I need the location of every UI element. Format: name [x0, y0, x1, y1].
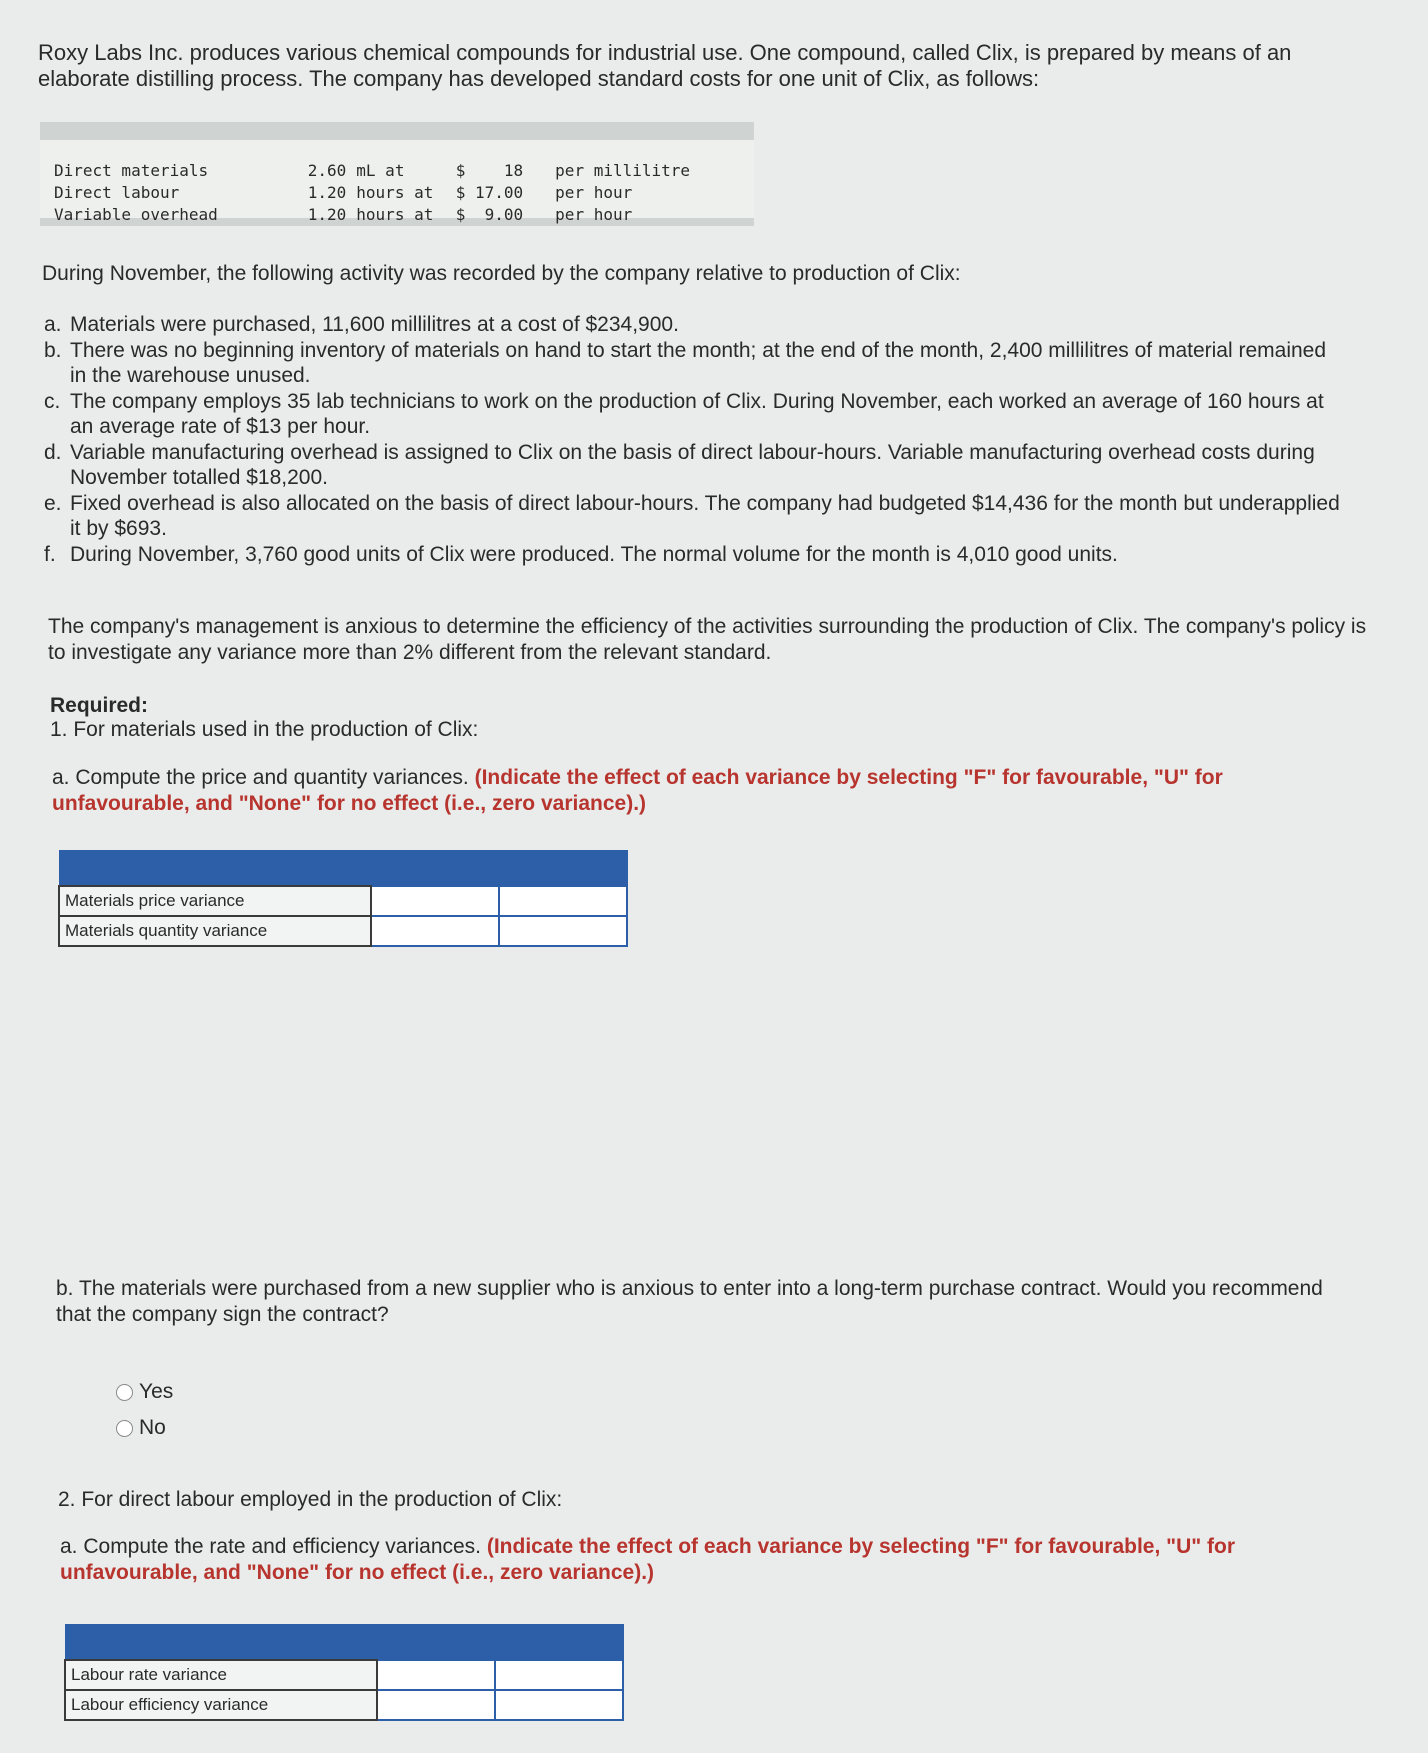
- standard-item: Variable overhead: [54, 205, 218, 224]
- list-item: b. There was no beginning inventory of materials on hand to start the month; at the end of the month, 2,400 millilitres of material remained in the warehouse unused.: [44, 338, 1327, 387]
- materials-variance-table: [58, 850, 628, 947]
- standard-price: $ 9.00: [455, 205, 524, 224]
- standard-per: per hour: [555, 183, 633, 202]
- standard-row-materials: [54, 160, 754, 182]
- standard-item: Direct materials: [54, 161, 209, 180]
- question-1a-text: a. Compute the price and quantity variances. (Indicate the effect of each variance by selecting "F" for favourable, "U" for unfavourable, and "None" for no effect (i.e., zero variance).): [52, 766, 1223, 815]
- radio-circle-icon[interactable]: [116, 1384, 133, 1401]
- table-header: [65, 1625, 623, 1661]
- question-1-title: 1. For materials used in the production of Clix:: [50, 718, 479, 741]
- labour-variance-table: [64, 1624, 624, 1721]
- amount-input[interactable]: [377, 1690, 495, 1720]
- table-row: [59, 916, 627, 946]
- standard-price: $ 18: [455, 161, 524, 180]
- instruction-text: (Indicate the effect of each variance by selecting "F" for favourable, "U" for unfavourable, and "None" for no effect (i.e., zero variance).): [60, 1535, 1236, 1584]
- standard-unit: mL at: [356, 161, 405, 180]
- table-header: [59, 851, 627, 887]
- row-label: Labour rate variance: [65, 1660, 377, 1690]
- standard-qty: 1.20: [307, 183, 347, 202]
- question-1b-text: b. The materials were purchased from a new supplier who is anxious to enter into a long-term purchase contract. Would you recommend that the company sign the contract?: [56, 1277, 1323, 1326]
- instruction-text: (Indicate the effect of each variance by selecting "F" for favourable, "U" for unfavourable, and "None" for no effect (i.e., zero variance).): [52, 766, 1223, 815]
- activity-list: [44, 312, 1344, 567]
- list-item: e. Fixed overhead is also allocated on the basis of direct labour-hours. The company had budgeted $14,436 for the month but underapplied it by $693.: [44, 491, 1340, 540]
- table-row: [65, 1660, 623, 1690]
- standard-qty: 2.60: [307, 161, 347, 180]
- row-label: Labour efficiency variance: [65, 1690, 377, 1720]
- radio-label: Yes: [139, 1380, 174, 1403]
- table-row: [65, 1690, 623, 1720]
- standard-per: per hour: [555, 205, 633, 224]
- management-paragraph: The company's management is anxious to determine the efficiency of the activities surrounding the production of Clix. The company's policy is to investigate any variance more than 2% different from the relevant standard.: [48, 615, 1367, 664]
- standard-per: per millilitre: [555, 161, 691, 180]
- list-item: a. Materials were purchased, 11,600 millilitres at a cost of $234,900.: [44, 313, 679, 336]
- intro-paragraph: Roxy Labs Inc. produces various chemical compounds for industrial use. One compound, called Clix, is prepared by means of an elaborate distilling process. The company has developed standard costs for one unit of Clix, as follows:: [38, 40, 1292, 91]
- row-label: Materials quantity variance: [59, 916, 371, 946]
- radio-label: No: [139, 1416, 166, 1439]
- standard-costs-table: [40, 122, 754, 226]
- radio-no[interactable]: [116, 1416, 166, 1440]
- amount-input[interactable]: [371, 886, 499, 916]
- question-2a-text: a. Compute the rate and efficiency variances. (Indicate the effect of each variance by selecting "F" for favourable, "U" for unfavourable, and "None" for no effect (i.e., zero variance).): [60, 1535, 1236, 1584]
- amount-input[interactable]: [371, 916, 499, 946]
- standard-row-overhead: [54, 204, 754, 226]
- amount-input[interactable]: [377, 1660, 495, 1690]
- standard-row-labour: [54, 182, 754, 204]
- required-label: Required:: [50, 694, 149, 717]
- effect-select[interactable]: [499, 886, 627, 916]
- standard-price: $ 17.00: [455, 183, 524, 202]
- table-row: [59, 886, 627, 916]
- effect-select[interactable]: [495, 1660, 623, 1690]
- list-item: d. Variable manufacturing overhead is assigned to Clix on the basis of direct labour-hours. Variable manufacturing overhead costs during November totalled $18,200.: [44, 440, 1315, 489]
- effect-select[interactable]: [499, 916, 627, 946]
- list-item: f. During November, 3,760 good units of Clix were produced. The normal volume for the month is 4,010 good units.: [44, 542, 1118, 566]
- standard-qty: 1.20: [307, 205, 347, 224]
- radio-yes[interactable]: [116, 1380, 173, 1404]
- effect-select[interactable]: [495, 1690, 623, 1720]
- question-2-title: 2. For direct labour employed in the production of Clix:: [58, 1488, 563, 1511]
- radio-circle-icon[interactable]: [116, 1420, 133, 1437]
- standard-item: Direct labour: [54, 183, 180, 202]
- activity-intro: During November, the following activity was recorded by the company relative to production of Clix:: [42, 262, 961, 285]
- standard-unit: hours at: [356, 183, 434, 202]
- list-item: c. The company employs 35 lab technicians to work on the production of Clix. During November, each worked an average of 160 hours at an average rate of $13 per hour.: [44, 389, 1324, 438]
- row-label: Materials price variance: [59, 886, 371, 916]
- standard-unit: hours at: [356, 205, 434, 224]
